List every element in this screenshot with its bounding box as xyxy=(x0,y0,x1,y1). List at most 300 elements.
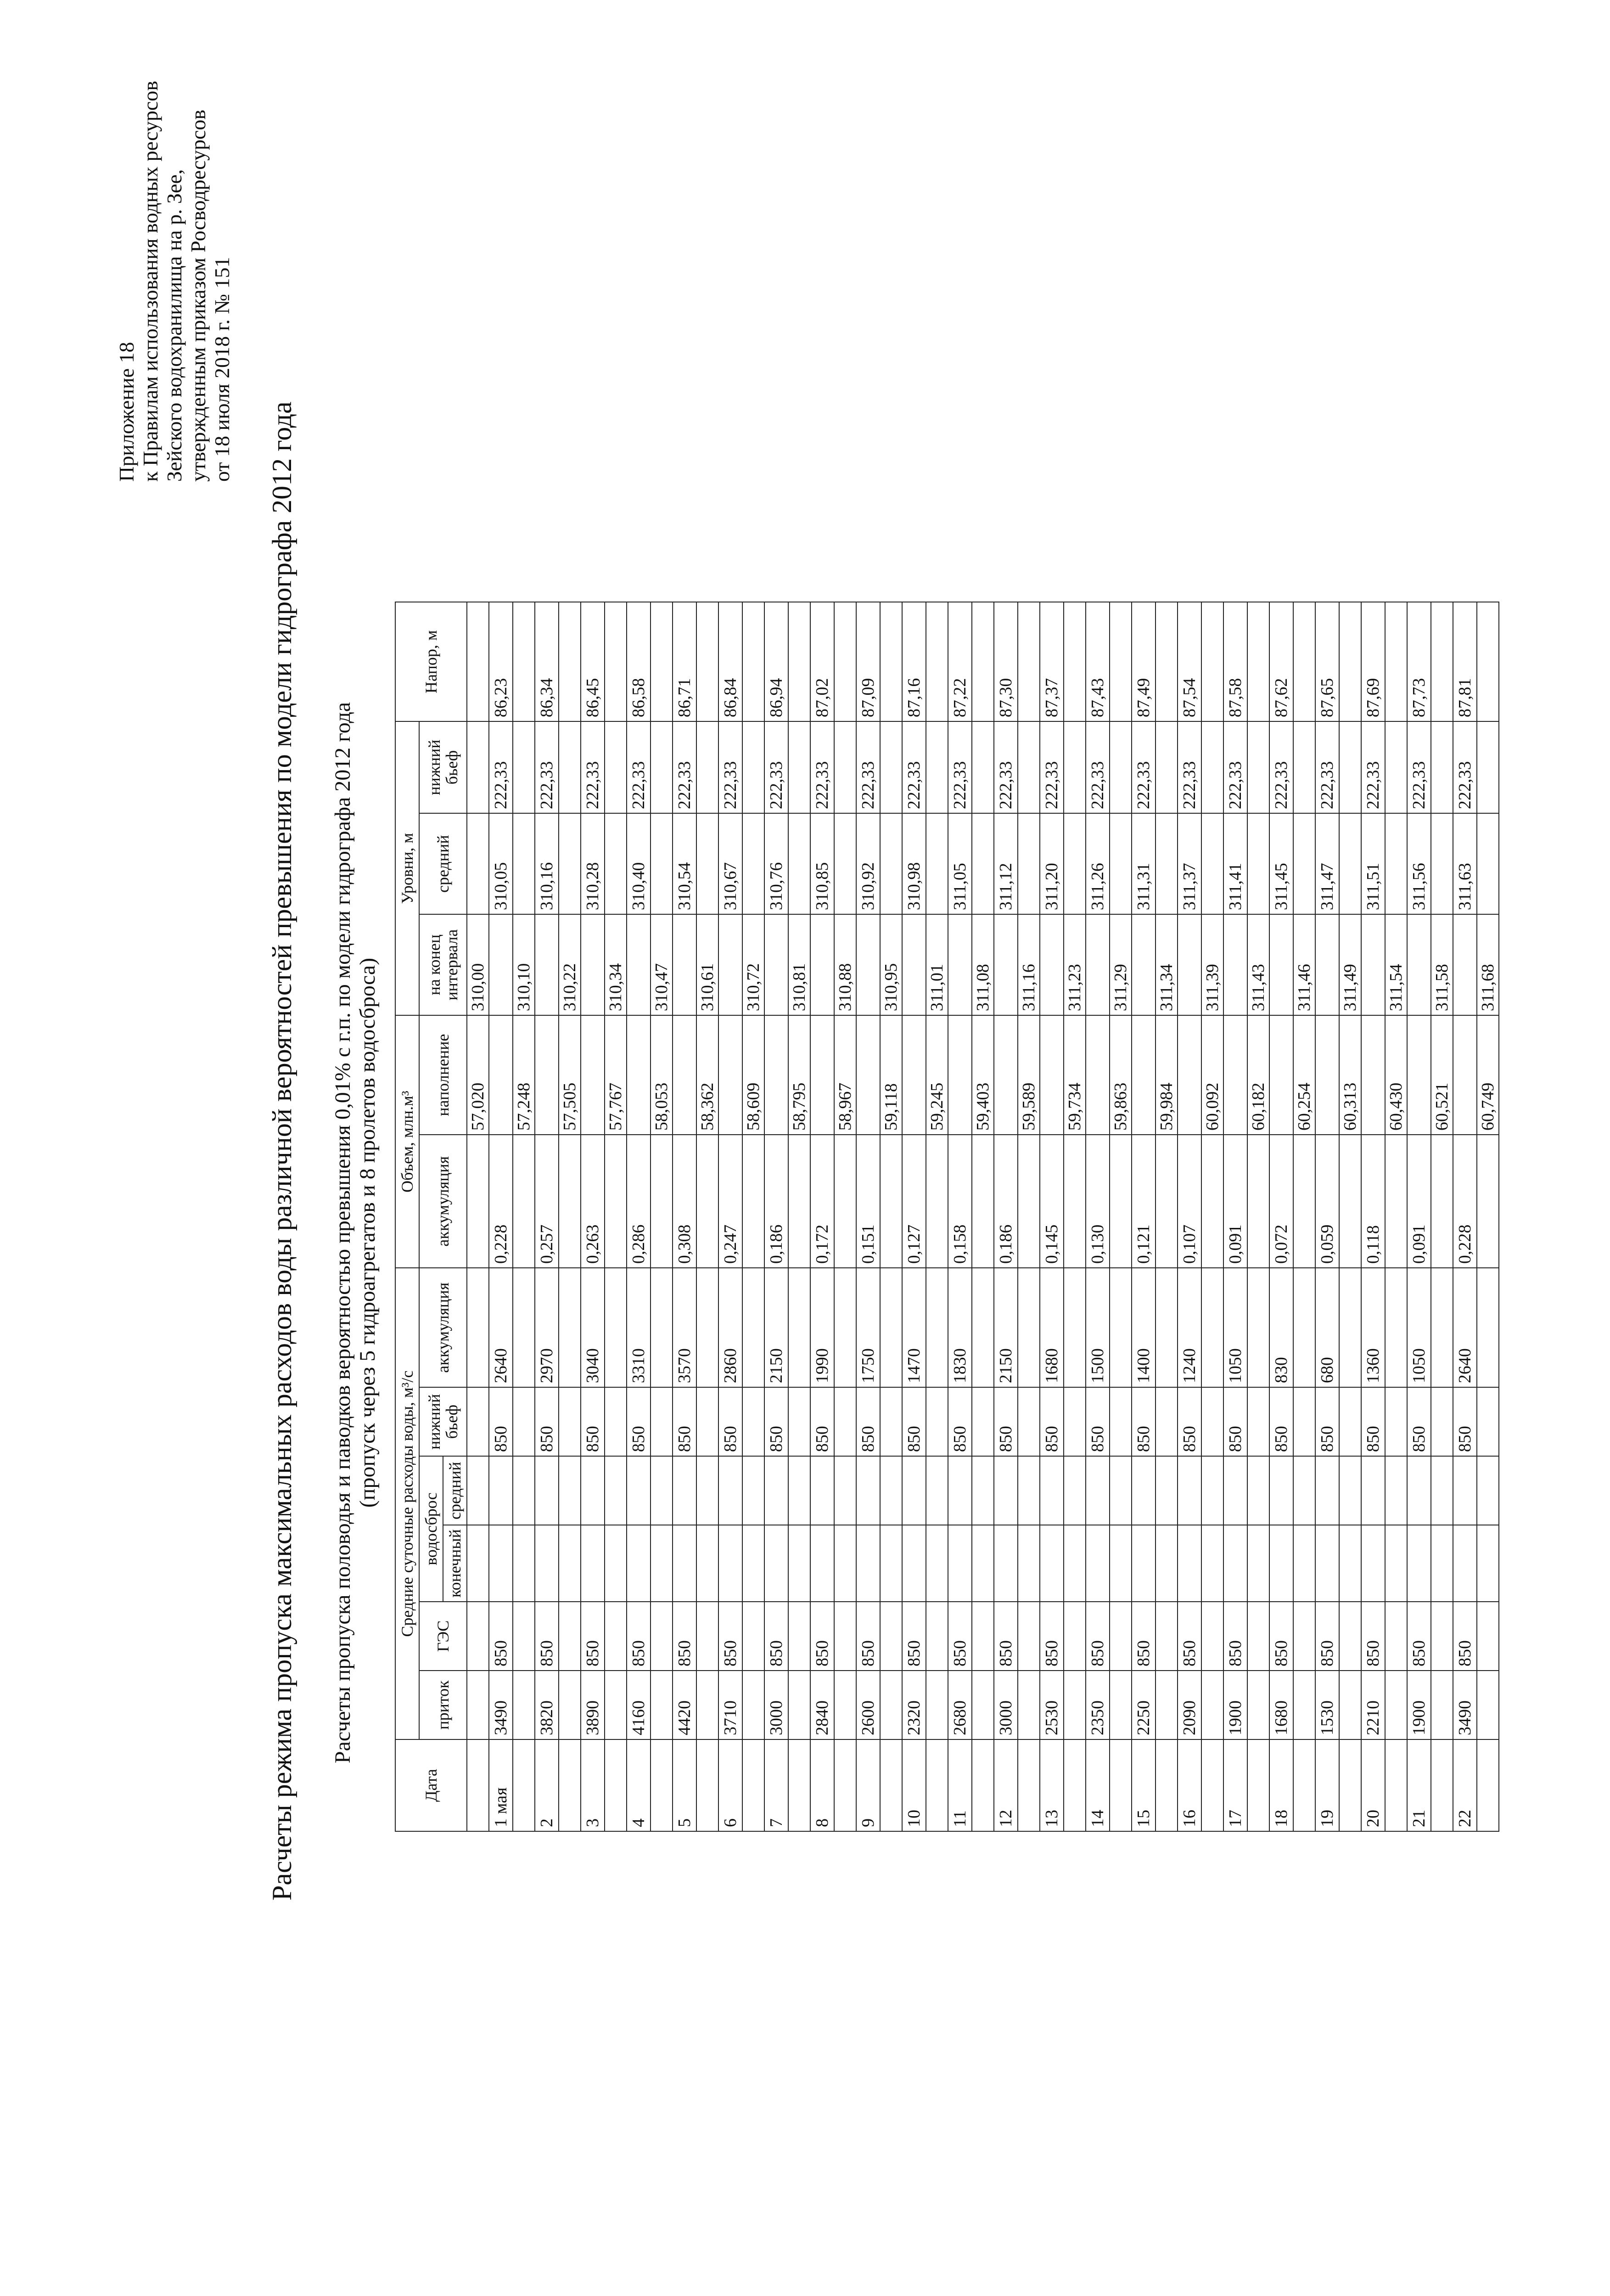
cell-tail-level: 222,33 xyxy=(1453,721,1477,813)
cell-empty xyxy=(1156,1671,1178,1739)
cell-empty xyxy=(1247,1456,1269,1525)
cell-tail-level: 222,33 xyxy=(856,721,880,813)
cell-empty xyxy=(581,1015,605,1135)
cell-inflow: 3890 xyxy=(581,1671,605,1739)
cell-empty xyxy=(1247,1671,1269,1739)
cell-empty xyxy=(788,1135,810,1268)
header-flows-group: Средние суточные расходы воды, м³/с xyxy=(395,1268,419,1739)
cell-empty xyxy=(972,1387,994,1456)
cell-empty xyxy=(559,813,581,914)
cell-empty xyxy=(880,1135,902,1268)
cell-empty xyxy=(972,1456,994,1525)
cell-tail-flow: 850 xyxy=(902,1387,926,1456)
cell-empty xyxy=(696,1602,718,1671)
cell-tail-level: 222,33 xyxy=(489,721,513,813)
cell-end-level-initial: 310,00 xyxy=(467,914,489,1015)
cell-head: 86,84 xyxy=(718,602,742,721)
cell-hpp: 850 xyxy=(581,1602,605,1671)
cell-end-level: 311,39 xyxy=(1201,914,1223,1015)
cell-empty xyxy=(1018,1602,1040,1671)
cell-empty xyxy=(467,1739,489,1831)
cell-hpp: 850 xyxy=(1315,1602,1339,1671)
cell-avg-level: 311,51 xyxy=(1361,813,1385,914)
table-row xyxy=(627,602,651,1831)
appendix-line: от 18 июля 2018 г. № 151 xyxy=(210,257,234,482)
cell-filling: 60,749 xyxy=(1477,1015,1499,1135)
cell-tail-level: 222,33 xyxy=(764,721,788,813)
cell-tail-flow: 850 xyxy=(627,1387,651,1456)
cell-spill-avg xyxy=(673,1456,696,1525)
cell-empty xyxy=(880,1456,902,1525)
cell-empty xyxy=(742,1602,764,1671)
cell-empty xyxy=(834,1387,856,1456)
cell-avg-level: 311,37 xyxy=(1178,813,1201,914)
cell-empty xyxy=(1064,1135,1086,1268)
table-row-end xyxy=(1110,602,1132,1831)
cell-inflow: 1900 xyxy=(1223,1671,1247,1739)
cell-empty xyxy=(1156,1387,1178,1456)
cell-inflow: 3000 xyxy=(994,1671,1018,1739)
cell-empty xyxy=(1018,602,1040,721)
cell-empty xyxy=(1018,813,1040,914)
cell-empty xyxy=(513,1268,535,1387)
table-row xyxy=(948,602,972,1831)
cell-accum-flow: 1750 xyxy=(856,1268,880,1387)
cell-empty xyxy=(1132,1015,1156,1135)
subtitle-line: (пропуск через 5 гидроагрегатов и 8 пролетов водосброса) xyxy=(355,957,380,1508)
cell-empty xyxy=(559,1739,581,1831)
cell-date: 8 xyxy=(810,1739,834,1831)
cell-empty xyxy=(1201,813,1223,914)
cell-empty xyxy=(1178,1015,1201,1135)
cell-empty xyxy=(1477,1135,1499,1268)
cell-spill-avg xyxy=(535,1456,559,1525)
cell-empty xyxy=(513,721,535,813)
cell-tail-level: 222,33 xyxy=(902,721,926,813)
cell-filling: 58,053 xyxy=(651,1015,673,1135)
cell-tail-level: 222,33 xyxy=(1178,721,1201,813)
cell-empty xyxy=(535,914,559,1015)
cell-empty xyxy=(467,1387,489,1456)
cell-empty xyxy=(926,721,948,813)
cell-tail-level: 222,33 xyxy=(1269,721,1293,813)
cell-empty xyxy=(810,1015,834,1135)
cell-spill-avg xyxy=(1223,1456,1247,1525)
cell-empty xyxy=(559,602,581,721)
cell-empty xyxy=(1064,1525,1086,1602)
table-row-end xyxy=(880,602,902,1831)
cell-head: 87,49 xyxy=(1132,602,1156,721)
cell-spill-final xyxy=(1132,1525,1156,1602)
cell-tail-flow: 850 xyxy=(948,1387,972,1456)
cell-head: 86,23 xyxy=(489,602,513,721)
cell-empty xyxy=(559,1268,581,1387)
cell-empty xyxy=(1385,1387,1407,1456)
cell-empty xyxy=(1477,602,1499,721)
cell-empty xyxy=(696,1387,718,1456)
cell-empty xyxy=(834,1268,856,1387)
cell-empty xyxy=(1018,1268,1040,1387)
cell-inflow: 3820 xyxy=(535,1671,559,1739)
cell-inflow: 1530 xyxy=(1315,1671,1339,1739)
cell-empty xyxy=(1018,1135,1040,1268)
cell-inflow: 2090 xyxy=(1178,1671,1201,1739)
cell-empty xyxy=(1385,1525,1407,1602)
cell-empty xyxy=(1339,1525,1361,1602)
cell-empty xyxy=(581,914,605,1015)
cell-avg-level: 310,54 xyxy=(673,813,696,914)
cell-inflow: 4160 xyxy=(627,1671,651,1739)
table-row xyxy=(1361,602,1385,1831)
cell-spill-final xyxy=(489,1525,513,1602)
cell-empty xyxy=(788,1268,810,1387)
cell-avg-level: 311,31 xyxy=(1132,813,1156,914)
cell-hpp: 850 xyxy=(673,1602,696,1671)
cell-spill-final xyxy=(856,1525,880,1602)
cell-spill-final xyxy=(1269,1525,1293,1602)
cell-empty xyxy=(1201,1268,1223,1387)
cell-empty xyxy=(1110,1135,1132,1268)
cell-empty xyxy=(559,1671,581,1739)
cell-empty xyxy=(1247,721,1269,813)
cell-empty xyxy=(605,813,627,914)
cell-empty xyxy=(1431,1602,1453,1671)
cell-tail-level: 222,33 xyxy=(627,721,651,813)
cell-accum-flow: 1680 xyxy=(1040,1268,1064,1387)
cell-accum-flow: 3570 xyxy=(673,1268,696,1387)
cell-empty xyxy=(788,1602,810,1671)
cell-empty xyxy=(1018,1739,1040,1831)
cell-empty xyxy=(1477,721,1499,813)
cell-tail-flow: 850 xyxy=(810,1387,834,1456)
cell-empty xyxy=(1293,813,1315,914)
cell-empty xyxy=(1132,914,1156,1015)
cell-empty xyxy=(926,1739,948,1831)
cell-empty xyxy=(742,1671,764,1739)
cell-empty xyxy=(1201,1671,1223,1739)
cell-date: 4 xyxy=(627,1739,651,1831)
cell-empty xyxy=(1201,721,1223,813)
cell-empty xyxy=(1064,813,1086,914)
cell-empty xyxy=(1339,1135,1361,1268)
cell-empty xyxy=(696,1456,718,1525)
cell-accum-flow: 1400 xyxy=(1132,1268,1156,1387)
cell-head: 87,73 xyxy=(1407,602,1431,721)
cell-inflow: 3710 xyxy=(718,1671,742,1739)
cell-empty xyxy=(1110,1739,1132,1831)
cell-empty xyxy=(1223,914,1247,1015)
cell-empty xyxy=(972,602,994,721)
cell-tail-flow: 850 xyxy=(1453,1387,1477,1456)
cell-hpp: 850 xyxy=(1223,1602,1247,1671)
cell-date: 21 xyxy=(1407,1739,1431,1831)
cell-avg-level: 311,41 xyxy=(1223,813,1247,914)
cell-empty xyxy=(1293,1671,1315,1739)
cell-empty xyxy=(742,813,764,914)
appendix-line: Зейского водохранилища на р. Зее, xyxy=(163,169,186,482)
cell-empty xyxy=(1477,1387,1499,1456)
cell-tail-flow: 850 xyxy=(718,1387,742,1456)
cell-end-level: 311,46 xyxy=(1293,914,1315,1015)
cell-empty xyxy=(880,721,902,813)
cell-accum-volume: 0,091 xyxy=(1223,1135,1247,1268)
cell-empty xyxy=(856,914,880,1015)
cell-accum-flow: 1050 xyxy=(1223,1268,1247,1387)
cell-spill-avg xyxy=(764,1456,788,1525)
table-row xyxy=(489,602,513,1831)
cell-filling: 58,795 xyxy=(788,1015,810,1135)
cell-spill-final xyxy=(581,1525,605,1602)
cell-empty xyxy=(1431,721,1453,813)
cell-spill-avg xyxy=(1361,1456,1385,1525)
table-body xyxy=(467,602,1499,1831)
cell-spill-avg xyxy=(1178,1456,1201,1525)
cell-empty xyxy=(467,1525,489,1602)
cell-empty xyxy=(1339,1671,1361,1739)
cell-empty xyxy=(1156,1525,1178,1602)
header-date: Дата xyxy=(395,1739,467,1831)
cell-empty xyxy=(788,1456,810,1525)
header-spillway: водосброс xyxy=(419,1456,443,1602)
cell-empty xyxy=(1385,1671,1407,1739)
cell-date: 22 xyxy=(1453,1739,1477,1831)
cell-end-level: 311,68 xyxy=(1477,914,1499,1015)
cell-tail-level: 222,33 xyxy=(581,721,605,813)
table-row-end xyxy=(972,602,994,1831)
cell-hpp: 850 xyxy=(1361,1602,1385,1671)
cell-empty xyxy=(1201,1135,1223,1268)
cell-spill-final xyxy=(1040,1525,1064,1602)
cell-date: 10 xyxy=(902,1739,926,1831)
cell-avg-level: 311,20 xyxy=(1040,813,1064,914)
cell-hpp: 850 xyxy=(489,1602,513,1671)
cell-inflow: 1680 xyxy=(1269,1671,1293,1739)
cell-empty xyxy=(1064,1739,1086,1831)
cell-avg-level: 310,67 xyxy=(718,813,742,914)
cell-empty xyxy=(1269,1015,1293,1135)
cell-empty xyxy=(1247,1135,1269,1268)
cell-empty xyxy=(559,1525,581,1602)
cell-empty xyxy=(1339,813,1361,914)
cell-empty xyxy=(1453,1015,1477,1135)
cell-tail-flow: 850 xyxy=(994,1387,1018,1456)
cell-empty xyxy=(880,1525,902,1602)
cell-inflow: 2250 xyxy=(1132,1671,1156,1739)
cell-empty xyxy=(1385,1739,1407,1831)
cell-accum-volume: 0,091 xyxy=(1407,1135,1431,1268)
cell-accum-volume: 0,107 xyxy=(1178,1135,1201,1268)
table-row-end xyxy=(1293,602,1315,1831)
cell-empty xyxy=(513,1671,535,1739)
cell-empty xyxy=(559,1135,581,1268)
cell-empty xyxy=(1477,1739,1499,1831)
cell-spill-final xyxy=(948,1525,972,1602)
cell-empty xyxy=(513,1602,535,1671)
cell-empty xyxy=(1018,1387,1040,1456)
cell-tail-level: 222,33 xyxy=(718,721,742,813)
cell-accum-volume: 0,127 xyxy=(902,1135,926,1268)
cell-spill-final xyxy=(535,1525,559,1602)
cell-hpp: 850 xyxy=(902,1602,926,1671)
cell-date: 19 xyxy=(1315,1739,1339,1831)
cell-accum-volume: 0,247 xyxy=(718,1135,742,1268)
cell-empty xyxy=(1247,1525,1269,1602)
cell-empty xyxy=(651,721,673,813)
cell-accum-volume: 0,072 xyxy=(1269,1135,1293,1268)
cell-end-level: 310,88 xyxy=(834,914,856,1015)
cell-empty xyxy=(834,1456,856,1525)
cell-empty xyxy=(926,1135,948,1268)
cell-empty xyxy=(1247,1739,1269,1831)
cell-empty xyxy=(1293,1268,1315,1387)
cell-empty xyxy=(467,1268,489,1387)
cell-avg-level: 310,16 xyxy=(535,813,559,914)
cell-tail-flow: 850 xyxy=(673,1387,696,1456)
cell-accum-volume: 0,158 xyxy=(948,1135,972,1268)
cell-empty xyxy=(902,914,926,1015)
cell-empty xyxy=(467,813,489,914)
header-volume-group: Объем, млн.м³ xyxy=(395,1015,419,1268)
table-row-end xyxy=(1064,602,1086,1831)
table-row xyxy=(1132,602,1156,1831)
cell-accum-flow: 3310 xyxy=(627,1268,651,1387)
cell-accum-flow: 1240 xyxy=(1178,1268,1201,1387)
table-row-end xyxy=(559,602,581,1831)
header-spill-avg: средний xyxy=(443,1456,467,1525)
cell-accum-volume: 0,130 xyxy=(1086,1135,1110,1268)
cell-spill-final xyxy=(718,1525,742,1602)
cell-hpp: 850 xyxy=(994,1602,1018,1671)
cell-empty xyxy=(788,1525,810,1602)
cell-date: 14 xyxy=(1086,1739,1110,1831)
cell-head: 87,65 xyxy=(1315,602,1339,721)
cell-end-level: 310,72 xyxy=(742,914,764,1015)
cell-empty xyxy=(1110,1671,1132,1739)
cell-spill-final xyxy=(810,1525,834,1602)
cell-empty xyxy=(489,914,513,1015)
cell-avg-level: 311,45 xyxy=(1269,813,1293,914)
cell-empty xyxy=(1110,721,1132,813)
cell-empty xyxy=(513,1387,535,1456)
cell-filling: 59,118 xyxy=(880,1015,902,1135)
cell-spill-avg xyxy=(1453,1456,1477,1525)
cell-date: 9 xyxy=(856,1739,880,1831)
cell-empty xyxy=(788,1671,810,1739)
cell-avg-level: 311,47 xyxy=(1315,813,1339,914)
cell-head: 86,45 xyxy=(581,602,605,721)
cell-empty xyxy=(605,1387,627,1456)
cell-empty xyxy=(742,1387,764,1456)
cell-tail-level: 222,33 xyxy=(810,721,834,813)
cell-accum-volume: 0,118 xyxy=(1361,1135,1385,1268)
table-row-end xyxy=(1431,602,1453,1831)
cell-head: 86,34 xyxy=(535,602,559,721)
cell-hpp: 850 xyxy=(810,1602,834,1671)
cell-empty xyxy=(788,813,810,914)
cell-empty xyxy=(1064,1387,1086,1456)
header-accum-volume: аккумуляция xyxy=(419,1135,467,1268)
subtitle-line: Расчеты пропуска половодья и паводков вероятностью превышения 0,01% с г.п. по модели гидрографа 2012 года xyxy=(331,702,355,1764)
cell-hpp: 850 xyxy=(856,1602,880,1671)
cell-empty xyxy=(627,1015,651,1135)
cell-spill-avg xyxy=(1040,1456,1064,1525)
cell-empty xyxy=(1431,1671,1453,1739)
cell-empty xyxy=(1018,721,1040,813)
table-row-end xyxy=(1018,602,1040,1831)
cell-spill-avg xyxy=(489,1456,513,1525)
cell-empty xyxy=(1385,1456,1407,1525)
cell-hpp: 850 xyxy=(948,1602,972,1671)
cell-empty xyxy=(1040,914,1064,1015)
cell-empty xyxy=(926,1456,948,1525)
table-row-end xyxy=(651,602,673,1831)
table-row-end xyxy=(696,602,718,1831)
table-row-end xyxy=(742,602,764,1831)
cell-head: 87,81 xyxy=(1453,602,1477,721)
cell-tail-level: 222,33 xyxy=(1315,721,1339,813)
cell-inflow: 4420 xyxy=(673,1671,696,1739)
cell-filling: 59,589 xyxy=(1018,1015,1040,1135)
cell-accum-flow: 1830 xyxy=(948,1268,972,1387)
cell-spill-final xyxy=(673,1525,696,1602)
cell-empty xyxy=(834,813,856,914)
cell-empty xyxy=(1385,813,1407,914)
cell-empty xyxy=(972,1602,994,1671)
cell-head: 87,16 xyxy=(902,602,926,721)
cell-empty xyxy=(651,1671,673,1739)
cell-filling: 60,313 xyxy=(1339,1015,1361,1135)
header-level-tail: нижний бьеф xyxy=(419,721,467,813)
cell-filling: 58,609 xyxy=(742,1015,764,1135)
cell-filling: 60,092 xyxy=(1201,1015,1223,1135)
cell-empty xyxy=(1315,914,1339,1015)
cell-spill-final xyxy=(994,1525,1018,1602)
cell-empty xyxy=(1201,1602,1223,1671)
cell-inflow: 2320 xyxy=(902,1671,926,1739)
cell-empty xyxy=(1407,1015,1431,1135)
cell-accum-flow: 2860 xyxy=(718,1268,742,1387)
cell-empty xyxy=(834,1671,856,1739)
cell-empty xyxy=(1064,602,1086,721)
cell-end-level: 311,08 xyxy=(972,914,994,1015)
cell-date: 16 xyxy=(1178,1739,1201,1831)
cell-empty xyxy=(1247,1387,1269,1456)
cell-avg-level: 311,05 xyxy=(948,813,972,914)
cell-empty xyxy=(926,1602,948,1671)
cell-spill-final xyxy=(902,1525,926,1602)
cell-spill-avg xyxy=(994,1456,1018,1525)
cell-empty xyxy=(1156,1268,1178,1387)
cell-empty xyxy=(1293,1135,1315,1268)
cell-empty xyxy=(605,1739,627,1831)
cell-empty xyxy=(1477,1268,1499,1387)
cell-filling: 59,984 xyxy=(1156,1015,1178,1135)
cell-hpp: 850 xyxy=(1040,1602,1064,1671)
header-inflow: приток xyxy=(419,1671,467,1739)
cell-empty xyxy=(742,1268,764,1387)
table-row xyxy=(856,602,880,1831)
cell-filling: 60,430 xyxy=(1385,1015,1407,1135)
table-row-end xyxy=(926,602,948,1831)
table-row xyxy=(673,602,696,1831)
cell-empty xyxy=(788,1739,810,1831)
cell-empty xyxy=(742,1525,764,1602)
cell-inflow: 2210 xyxy=(1361,1671,1385,1739)
cell-empty xyxy=(605,721,627,813)
header-hpp: ГЭС xyxy=(419,1602,467,1671)
cell-empty xyxy=(513,1135,535,1268)
cell-empty xyxy=(926,1268,948,1387)
